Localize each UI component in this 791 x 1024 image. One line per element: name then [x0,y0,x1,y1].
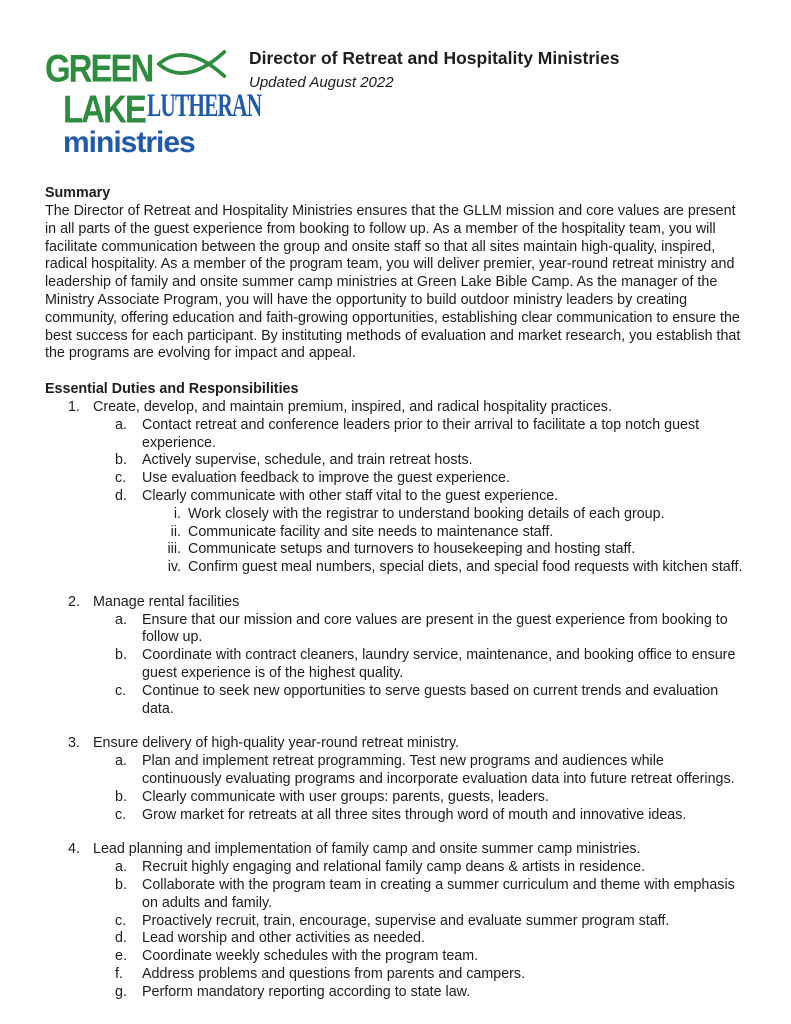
logo-row-lake-lutheran [63,87,262,131]
list-marker: f. [115,966,123,983]
list-item-level2 [115,452,746,470]
list-marker: a. [115,753,127,770]
duties-list [45,399,746,1002]
list-marker: c. [115,470,127,487]
ichthys-fish-icon [156,48,228,86]
list-marker: a. [115,611,127,628]
title-block [249,48,620,92]
list-marker: iv. [167,559,181,576]
list-item-text: Plan and implement retreat programming. Test new programs and audiences while continuously evaluating programs and incorporate evaluation data into future retreat offerings. [142,753,735,788]
logo-word-green: GREEN [45,45,153,90]
list-item-text: Lead planning and implementation of family camp and onsite summer camp ministries. [93,841,641,858]
list-item-text: Clearly communicate with other staff vital to the guest experience. [142,487,559,504]
list-item-level3 [158,506,746,524]
list-item-level2 [115,930,746,948]
list-item-text: Confirm guest meal numbers, special diets, and special food requests with kitchen staff. [188,559,743,576]
list-item-text: Address problems and questions from parents and campers. [142,966,526,983]
list-item-text: Manage rental facilities [93,593,240,610]
list-item-level1 [68,399,746,417]
list-item-level2 [115,753,746,789]
summary-paragraph: The Director of Retreat and Hospitality Ministries ensures that the GLLM mission and core values are present in all parts of the guest experience from booking to follow up. As a member of the hospitality team, you will facilitate communication between the group and onsite staff so that all sites maintain high-quality, inspired, radical hospitality. As a member of the program team, you will deliver premier, year-round retreat ministry and leadership of family and onsite summer camp ministries at Green Lake Bible Camp. As the manager of the Ministry Associate Program, you will have the opportunity to build outdoor ministry leaders by creating community, offering education and faith-growing opportunities, establishing clear communication to ensure the best success for each participant. By instituting methods of evaluation and market research, you establish that the programs are evolving for impact and appeal. [45,202,741,362]
list-item-level2 [115,859,746,877]
list-item-text: Create, develop, and maintain premium, inspired, and radical hospitality practices. [93,398,612,415]
list-item-text: Contact retreat and conference leaders prior to their arrival to facilitate a top notch guest experience. [142,416,700,451]
list-item-level2 [115,789,746,807]
summary-section [45,185,746,363]
logo-word-lutheran: LUTHERAN [146,87,262,124]
list-marker: e. [115,948,127,965]
list-marker: b. [115,877,127,894]
list-item-level3 [158,541,746,559]
list-item-level2 [115,488,746,506]
list-item-text: Communicate setups and turnovers to housekeeping and hosting staff. [188,541,636,558]
list-item-text: Ensure delivery of high-quality year-round retreat ministry. [93,735,460,752]
list-marker: c. [115,806,127,823]
list-item-level2 [115,984,746,1002]
list-marker: iii. [167,541,181,558]
list-marker: g. [115,983,127,1000]
summary-heading: Summary [45,185,111,202]
list-marker: b. [115,647,127,664]
list-item-text: Clearly communicate with user groups: parents, guests, leaders. [142,788,549,805]
list-item-text: Proactively recruit, train, encourage, supervise and evaluate summer program staff. [142,912,670,929]
duty-group [45,399,746,577]
updated-date: Updated August 2022 [249,73,394,91]
duty-group [45,594,746,719]
logo-row-green [45,45,235,90]
list-item-text: Communicate facility and site needs to maintenance staff. [188,523,554,540]
list-item-text: Coordinate weekly schedules with the program team. [142,948,479,965]
list-item-text: Actively supervise, schedule, and train retreat hosts. [142,452,473,469]
list-item-text: Continue to seek new opportunities to serve guests based on current trends and evaluation data. [142,682,719,717]
duties-section [45,381,746,1002]
list-item-level2 [115,966,746,984]
list-item-level2 [115,417,746,453]
list-item-text: Perform mandatory reporting according to state law. [142,983,471,1000]
list-item-level2 [115,807,746,825]
list-item-level1 [68,841,746,859]
list-item-level2 [115,877,746,913]
list-item-text: Coordinate with contract cleaners, laundry service, maintenance, and booking office to ensure guest experience is of the highest quality. [142,647,736,682]
list-item-level2 [115,612,746,648]
duty-group [45,735,746,824]
list-marker: a. [115,859,127,876]
logo-word-lake: LAKE [63,87,145,131]
list-marker: d. [115,487,127,504]
duty-group [45,841,746,1001]
list-item-text: Use evaluation feedback to improve the guest experience. [142,470,510,487]
list-item-text: Work closely with the registrar to understand booking details of each group. [188,505,665,522]
list-item-text: Recruit highly engaging and relational family camp deans & artists in residence. [142,859,646,876]
list-item-level3 [158,524,746,542]
document-header [45,45,746,160]
list-marker: b. [115,788,127,805]
list-item-level1 [68,735,746,753]
list-marker: 1. [68,398,80,415]
list-item-level1 [68,594,746,612]
list-marker: c. [115,682,127,699]
list-marker: 3. [68,735,80,752]
list-item-text: Grow market for retreats at all three sites through word of mouth and innovative ideas. [142,806,687,823]
list-marker: ii. [170,523,181,540]
list-marker: c. [115,912,127,929]
list-item-level2 [115,470,746,488]
list-marker: d. [115,930,127,947]
list-marker: i. [173,505,181,522]
logo-word-ministries: ministries [63,126,195,160]
list-item-level3 [158,559,746,577]
list-item-text: Ensure that our mission and core values are present in the guest experience from booking to follow up. [142,611,728,646]
list-marker: 4. [68,841,80,858]
list-item-text: Lead worship and other activities as needed. [142,930,425,947]
gllm-logo [45,45,262,160]
list-marker: a. [115,416,127,433]
list-item-level2 [115,683,746,719]
list-item-text: Collaborate with the program team in creating a summer curriculum and theme with emphasis on adults and family. [142,877,735,911]
list-marker: 2. [68,593,80,610]
list-marker: b. [115,452,127,469]
list-item-level2 [115,647,746,683]
page-title: Director of Retreat and Hospitality Ministries [249,48,620,68]
duties-heading: Essential Duties and Responsibilities [45,381,299,398]
list-item-level2 [115,913,746,931]
list-item-level2 [115,948,746,966]
